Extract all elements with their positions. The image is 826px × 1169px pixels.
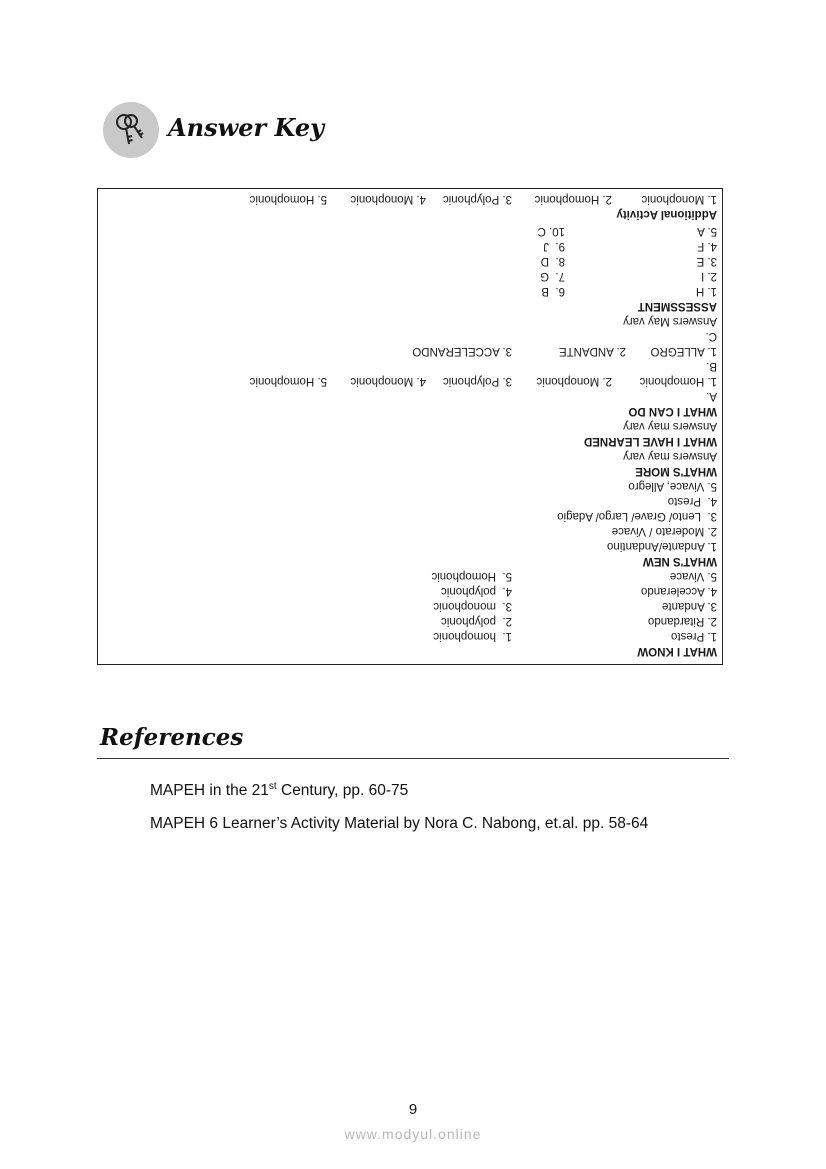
answer-text: Answers May vary — [623, 315, 717, 327]
list-item: 1. H — [695, 285, 717, 297]
list-item: 2. Homophonic — [534, 193, 612, 205]
list-item: 10. C — [537, 225, 565, 237]
reference-item-1 — [150, 781, 408, 800]
list-item: 3. ACCELERANDO — [412, 345, 512, 357]
list-item: 2. I — [701, 270, 717, 282]
sub-label-b: B. — [706, 360, 717, 372]
answer-text: Answers may vary — [623, 450, 717, 462]
references-divider — [97, 758, 729, 759]
list-item: 8. D — [540, 255, 565, 267]
list-item: 1. Homophonic — [639, 375, 717, 387]
answer-key-logo — [103, 102, 159, 158]
answer-key-box — [97, 188, 723, 665]
list-item: 6. B — [541, 285, 565, 297]
list-item: 4. Presto — [667, 495, 717, 507]
page-number: 9 — [408, 1101, 418, 1118]
answer-key-title: Answer Key — [168, 113, 325, 142]
list-item: 5. Vivace, Allegro — [628, 480, 717, 492]
answer-text: Answers may vary — [623, 420, 717, 432]
list-item: 5. Homophonic — [431, 570, 512, 582]
list-item: 3. Lento/ Grave/ Largo/ Adagio — [557, 510, 717, 522]
list-item: 2. polyphonic — [441, 615, 512, 627]
reference-text: MAPEH in the 21 — [150, 782, 269, 800]
list-item: 1. homophonic — [433, 630, 512, 642]
list-item: 2. Ritardando — [647, 615, 717, 627]
list-item: 3. monophonic — [433, 600, 512, 612]
list-item: 2. Moderato / Vivace — [611, 525, 717, 537]
sub-label-a: A. — [706, 390, 717, 402]
answer-key-content — [98, 189, 723, 665]
list-item: 3. Polyphonic — [442, 193, 512, 205]
list-item: 4. Monophonic — [350, 193, 426, 205]
list-item: 9. J — [543, 240, 565, 252]
reference-superscript: st — [268, 781, 277, 792]
list-item: 1. Presto — [670, 630, 717, 642]
list-item: 1. Monophonic — [641, 193, 717, 205]
section-heading-what-i-know: WHAT I KNOW — [637, 645, 717, 657]
list-item: 4. Monophonic — [350, 375, 426, 387]
list-item: 2. Monophonic — [536, 375, 612, 387]
list-item: 4. Accelerando — [640, 585, 717, 597]
section-heading-whats-new: WHAT'S NEW — [642, 555, 717, 567]
list-item: 5. Vivace — [669, 570, 717, 582]
list-item: 1. ALLEGRO — [650, 345, 717, 357]
list-item: 5. Homophonic — [249, 193, 327, 205]
list-item: 3. E — [696, 255, 717, 267]
keys-icon — [111, 110, 151, 150]
section-heading-what-i-have-learned: WHAT I HAVE LEARNED — [583, 435, 717, 447]
list-item: 3. Andante — [662, 600, 717, 612]
list-item: 5. Homophonic — [249, 375, 327, 387]
section-heading-additional-activity: Additional Activity — [616, 208, 717, 220]
list-item: 1. Andante/Andantino — [607, 540, 717, 552]
reference-item-2: MAPEH 6 Learner’s Activity Material by Nora C. Nabong, et.al. pp. 58-64 — [150, 815, 649, 832]
reference-text: Century, pp. 60-75 — [276, 782, 409, 800]
section-heading-whats-more: WHAT'S MORE — [635, 465, 717, 477]
list-item: 7. G — [540, 270, 565, 282]
list-item: 4. F — [697, 240, 717, 252]
watermark: www.modyul.online — [344, 1126, 482, 1142]
section-heading-assessment: ASSESSMENT — [637, 300, 717, 312]
sub-label-c: C. — [705, 330, 717, 342]
references-title: References — [100, 724, 244, 751]
list-item: 4. polyphonic — [441, 585, 512, 597]
list-item: 2. ANDANTE — [558, 345, 626, 357]
section-heading-what-i-can-do: WHAT I CAN DO — [628, 405, 717, 417]
list-item: 3. Polyphonic — [442, 375, 512, 387]
list-item: 5. A — [697, 225, 717, 237]
